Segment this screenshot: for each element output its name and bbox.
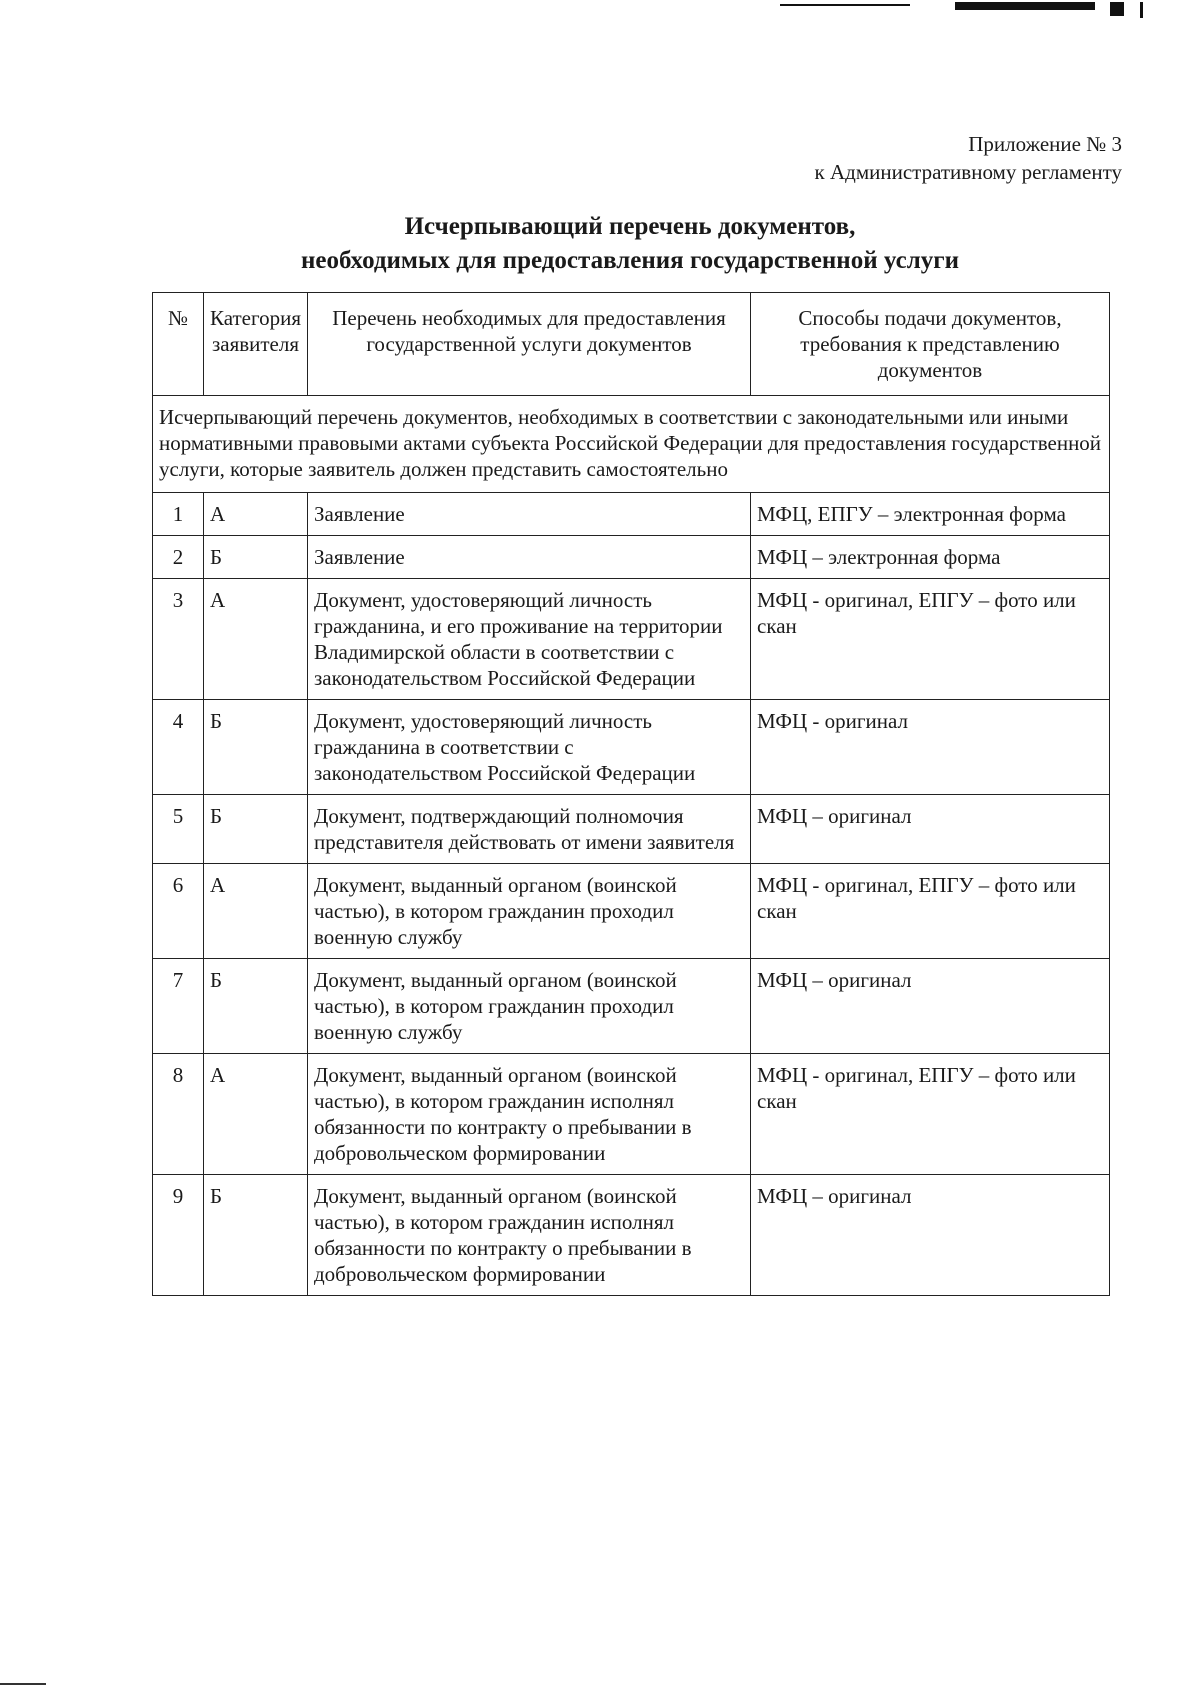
table-row (153, 795, 1110, 864)
row-method: МФЦ - оригинал, ЕПГУ – фото или скан (751, 864, 1110, 959)
table-row (153, 1175, 1110, 1296)
row-document: Документ, удостоверяющий личность гражданина в соответствии с законодательством Российской Федерации (308, 700, 751, 795)
table-row (153, 579, 1110, 700)
row-category: А (204, 493, 308, 536)
row-number: 3 (153, 579, 204, 700)
row-number: 1 (153, 493, 204, 536)
row-number: 2 (153, 536, 204, 579)
scan-artifact (780, 4, 910, 6)
row-document: Документ, выданный органом (воинской частью), в котором гражданин исполнял обязанности по контракту о пребывании в добровольческом формировании (308, 1054, 751, 1175)
table-row (153, 700, 1110, 795)
row-category: Б (204, 959, 308, 1054)
row-number: 6 (153, 864, 204, 959)
row-document: Заявление (308, 536, 751, 579)
table-row (153, 959, 1110, 1054)
header-num: № (153, 293, 204, 396)
row-method: МФЦ - оригинал, ЕПГУ – фото или скан (751, 1054, 1110, 1175)
row-document: Документ, подтверждающий полномочия представителя действовать от имени заявителя (308, 795, 751, 864)
row-document: Документ, выданный органом (воинской частью), в котором гражданин проходил военную службу (308, 959, 751, 1054)
documents-table (152, 292, 1110, 1296)
row-category: А (204, 1054, 308, 1175)
row-number: 5 (153, 795, 204, 864)
row-category: А (204, 864, 308, 959)
row-document: Документ, выданный органом (воинской частью), в котором гражданин проходил военную службу (308, 864, 751, 959)
row-method: МФЦ – оригинал (751, 959, 1110, 1054)
scan-artifact (1110, 2, 1124, 16)
row-category: Б (204, 700, 308, 795)
row-document: Заявление (308, 493, 751, 536)
row-method: МФЦ - оригинал (751, 700, 1110, 795)
header-documents: Перечень необходимых для предоставления государственной услуги документов (308, 293, 751, 396)
header-category: Категория заявителя (204, 293, 308, 396)
table-row (153, 536, 1110, 579)
row-number: 7 (153, 959, 204, 1054)
row-method: МФЦ – электронная форма (751, 536, 1110, 579)
appendix-reference (815, 130, 1122, 186)
row-method: МФЦ, ЕПГУ – электронная форма (751, 493, 1110, 536)
section-title: Исчерпывающий перечень документов, необходимых в соответствии с законодательными или иными нормативными правовыми актами субъекта Российской Федерации для предоставления государственной услуги, которые заявитель должен представить самостоятельно (153, 396, 1110, 493)
table-row (153, 864, 1110, 959)
document-title (150, 210, 1110, 278)
scan-artifact (955, 2, 1095, 10)
table-row (153, 1054, 1110, 1175)
row-document: Документ, выданный органом (воинской частью), в котором гражданин исполнял обязанности по контракту о пребывании в добровольческом формировании (308, 1175, 751, 1296)
table-row (153, 493, 1110, 536)
row-category: Б (204, 536, 308, 579)
table-header-row (153, 293, 1110, 396)
row-method: МФЦ – оригинал (751, 795, 1110, 864)
scan-artifact (0, 1683, 46, 1685)
appendix-number: Приложение № 3 (968, 132, 1122, 156)
scan-artifact (1140, 2, 1143, 18)
appendix-regulation: к Административному регламенту (814, 160, 1122, 184)
row-category: Б (204, 795, 308, 864)
title-line-2: необходимых для предоставления государственной услуги (301, 247, 959, 274)
row-number: 8 (153, 1054, 204, 1175)
row-number: 9 (153, 1175, 204, 1296)
row-number: 4 (153, 700, 204, 795)
row-method: МФЦ - оригинал, ЕПГУ – фото или скан (751, 579, 1110, 700)
section-row (153, 396, 1110, 493)
row-category: А (204, 579, 308, 700)
title-line-1: Исчерпывающий перечень документов, (404, 213, 856, 240)
header-methods: Способы подачи документов, требования к представлению документов (751, 293, 1110, 396)
row-method: МФЦ – оригинал (751, 1175, 1110, 1296)
row-category: Б (204, 1175, 308, 1296)
row-document: Документ, удостоверяющий личность гражданина, и его проживание на территории Владимирской области в соответствии с законодательством Российской Федерации (308, 579, 751, 700)
